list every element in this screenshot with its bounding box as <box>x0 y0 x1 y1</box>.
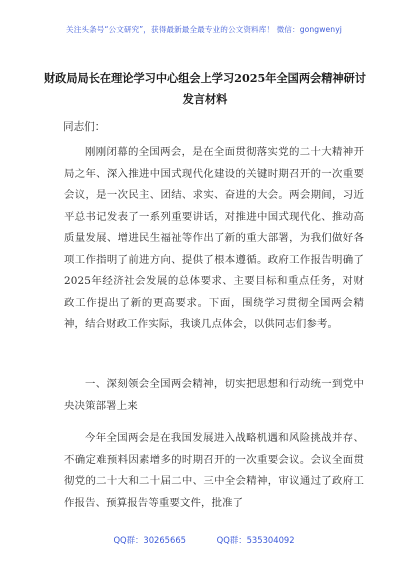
paragraph-section-1: 今年全国两会是在我国发展进入战略机遇和风险挑战并存、不确定难预料因素增多的时期召开的一次重要会议。会议全面贯彻党的二十大和二十届二中、三中全会精神，审议通过了政府工作报告、预算报告等重要文件，批准了 <box>64 432 364 509</box>
footer <box>0 534 408 546</box>
document-title: 财政局局长在理论学习中心组会上学习2025年全国两会精神研讨发言材料 <box>43 71 366 106</box>
footer-qq-group-2: QQ群：535304092 <box>216 535 295 545</box>
section-heading-1: 一、深刻领会全国两会精神，切实把思想和行动统一到党中央决策部署上来 <box>64 378 364 412</box>
salutation: 同志们： <box>63 121 106 133</box>
footer-qq-group-1: QQ群：30265665 <box>113 535 186 545</box>
paragraph-intro: 刚刚闭幕的全国两会，是在全面贯彻落实党的二十大精神开局之年、深入推进中国式现代化建设的关键时期召开的一次重要会议，是一次民主、团结、求实、奋进的大会。两会期间，习近平总书记发表了一系列重要讲话，对推进中国式现代化、推动高质量发展、增进民生福祉等作出了新的重大部署，为我们做好各项工作指明了前进方向、提供了根本遵循。政府工作报告明确了2025年经济社会发展的总体要求、主要目标和重点任务，对财政工作提出了新的更高要求。下面，围绕学习贯彻全国两会精神，结合财政工作实际，我谈几点体会，以供同志们参考。 <box>64 146 364 330</box>
header-note: 关注头条号“公文研究”，获得最新最全最专业的公文资料库！ 微信：gongwenyj <box>66 25 342 34</box>
